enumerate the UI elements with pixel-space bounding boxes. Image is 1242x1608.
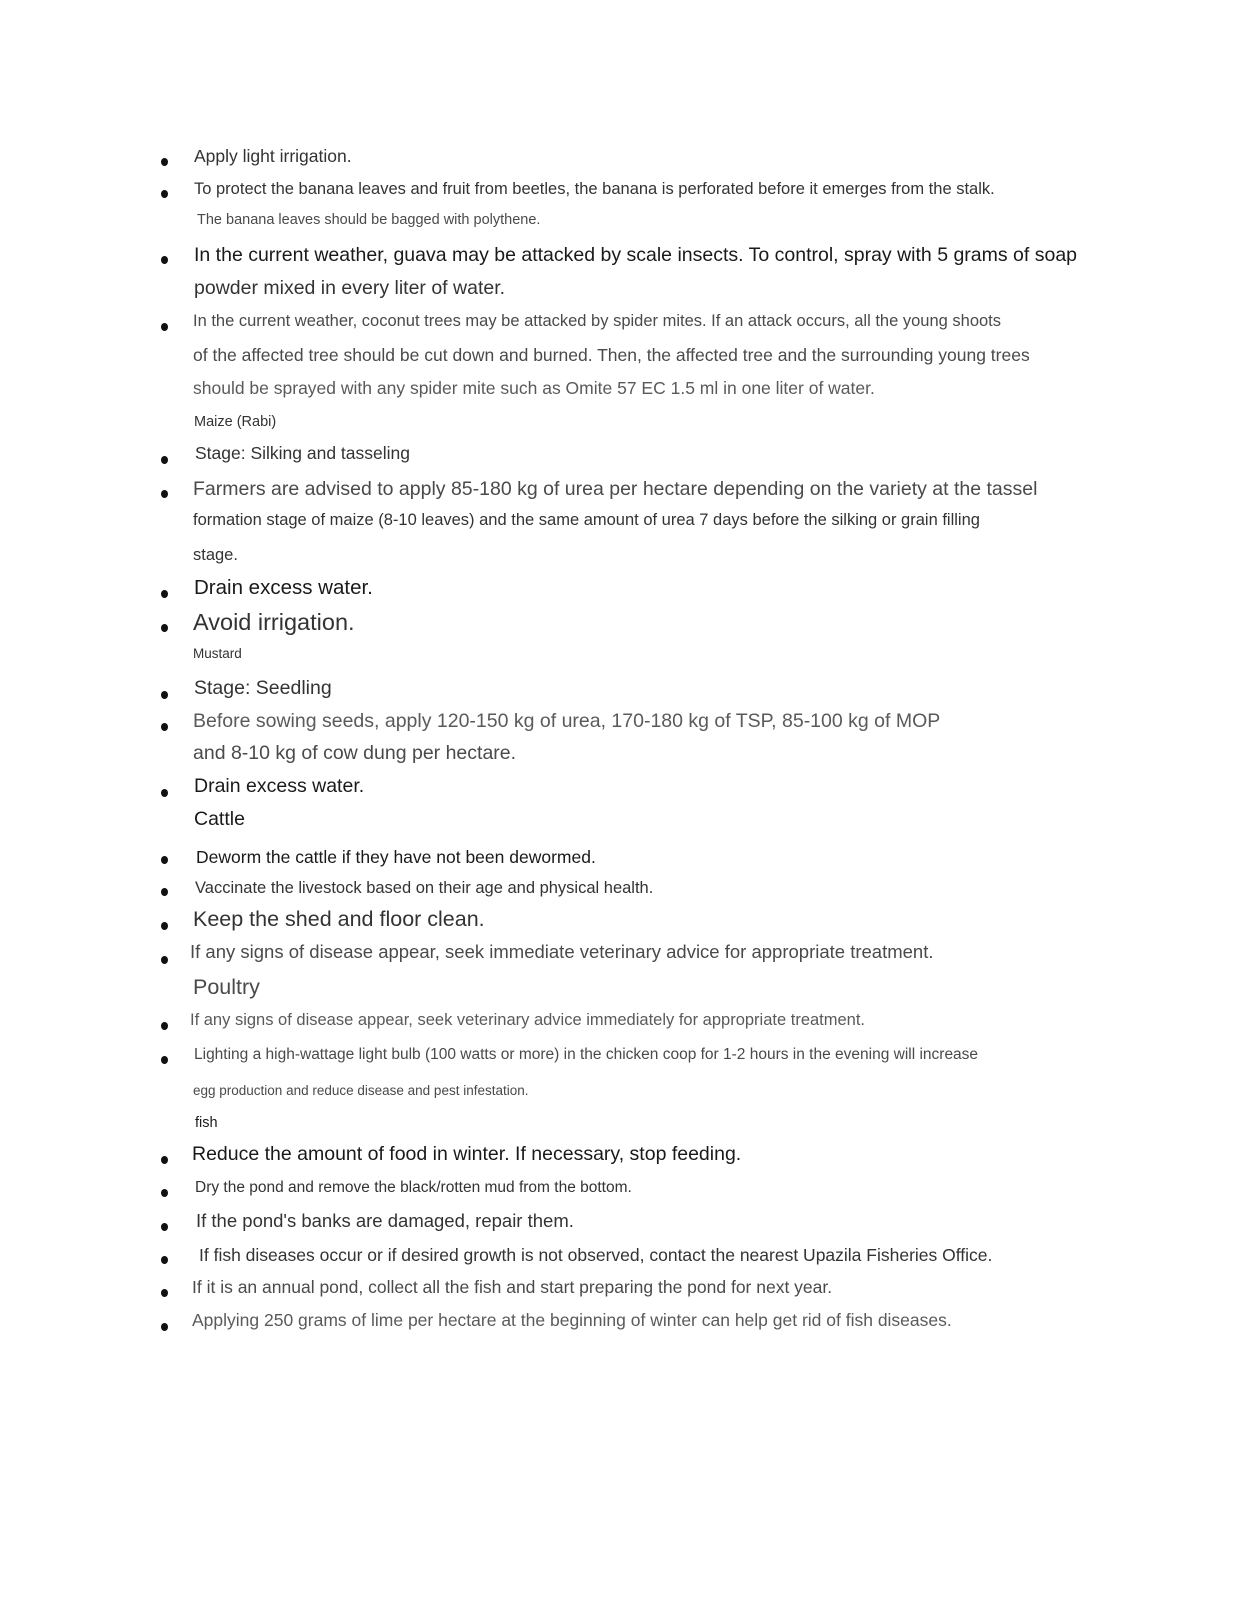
- list-item: Before sowing seeds, apply 120-150 kg of urea, 170-180 kg of TSP, 85-100 kg of MOP: [193, 710, 941, 732]
- list-item: Stage: Silking and tasseling: [195, 443, 410, 463]
- list-item-continuation: egg production and reduce disease and pest infestation.: [193, 1083, 529, 1098]
- list-item: If fish diseases occur or if desired growth is not observed, contact the nearest Upazila Fisheries Office.: [199, 1245, 993, 1265]
- bullet-icon: [161, 723, 168, 731]
- list-item: Lighting a high-wattage light bulb (100 watts or more) in the chicken coop for 1-2 hours in the evening will increase: [194, 1046, 979, 1063]
- list-item: If any signs of disease appear, seek immediate veterinary advice for appropriate treatment.: [190, 941, 934, 962]
- list-item-continuation: The banana leaves should be bagged with polythene.: [197, 212, 541, 228]
- list-item: Dry the pond and remove the black/rotten mud from the bottom.: [195, 1179, 632, 1196]
- bullet-icon: [161, 888, 168, 896]
- list-item: Vaccinate the livestock based on their age and physical health.: [195, 879, 654, 897]
- list-item-continuation: powder mixed in every liter of water.: [194, 277, 506, 299]
- list-item: Drain excess water.: [194, 576, 373, 599]
- bullet-icon: [161, 1323, 168, 1331]
- list-item-continuation: should be sprayed with any spider mite such as Omite 57 EC 1.5 ml in one liter of water.: [193, 378, 875, 398]
- list-item: If the pond's banks are damaged, repair them.: [196, 1210, 574, 1231]
- bullet-icon: [161, 590, 168, 598]
- list-item: Drain excess water.: [194, 775, 365, 797]
- bullet-icon: [161, 490, 168, 498]
- bullet-icon: [161, 624, 168, 632]
- bullet-icon: [161, 190, 168, 198]
- bullet-icon: [161, 1056, 168, 1064]
- list-item: In the current weather, guava may be attacked by scale insects. To control, spray with 5 grams of soap: [194, 244, 1078, 266]
- list-item: If it is an annual pond, collect all the fish and start preparing the pond for next year.: [192, 1277, 833, 1297]
- section-heading-poultry: Poultry: [193, 975, 260, 999]
- list-item-continuation: formation stage of maize (8-10 leaves) and the same amount of urea 7 days before the silking or grain filling: [193, 511, 980, 529]
- list-item: Applying 250 grams of lime per hectare at the beginning of winter can help get rid of fish diseases.: [192, 1310, 952, 1330]
- bullet-icon: [161, 1289, 168, 1297]
- section-heading-maize: Maize (Rabi): [194, 414, 277, 430]
- list-item: Keep the shed and floor clean.: [193, 907, 485, 931]
- list-item: If any signs of disease appear, seek veterinary advice immediately for appropriate treatment.: [190, 1011, 866, 1029]
- bullet-icon: [161, 158, 168, 166]
- bullet-icon: [161, 691, 168, 699]
- bullet-icon: [161, 789, 168, 797]
- list-item: Apply light irrigation.: [194, 146, 352, 166]
- list-item: In the current weather, coconut trees may be attacked by spider mites. If an attack occurs, all the young shoots: [193, 312, 1002, 330]
- bullet-icon: [161, 256, 168, 264]
- bullet-icon: [161, 1022, 168, 1030]
- section-heading-mustard: Mustard: [193, 646, 242, 661]
- list-item-continuation: stage.: [193, 546, 238, 564]
- bullet-icon: [161, 456, 168, 464]
- section-heading-cattle: Cattle: [194, 808, 245, 830]
- list-item: Farmers are advised to apply 85-180 kg of urea per hectare depending on the variety at the tassel: [193, 478, 1038, 500]
- list-item: Reduce the amount of food in winter. If necessary, stop feeding.: [192, 1143, 742, 1165]
- bullet-icon: [161, 323, 168, 331]
- list-item-continuation: of the affected tree should be cut down and burned. Then, the affected tree and the surrounding young trees: [193, 345, 1030, 365]
- list-item: To protect the banana leaves and fruit from beetles, the banana is perforated before it emerges from the stalk.: [194, 180, 995, 198]
- section-heading-fish: fish: [195, 1115, 218, 1131]
- bullet-icon: [161, 856, 168, 864]
- bullet-icon: [161, 956, 168, 964]
- bullet-icon: [161, 1223, 168, 1231]
- bullet-icon: [161, 1189, 168, 1197]
- bullet-icon: [161, 922, 168, 930]
- bullet-icon: [161, 1156, 168, 1164]
- list-item: Stage: Seedling: [194, 677, 332, 699]
- list-item-continuation: and 8-10 kg of cow dung per hectare.: [193, 742, 517, 764]
- list-item: Deworm the cattle if they have not been dewormed.: [196, 847, 596, 867]
- list-item: Avoid irrigation.: [193, 609, 355, 635]
- bullet-icon: [161, 1256, 168, 1264]
